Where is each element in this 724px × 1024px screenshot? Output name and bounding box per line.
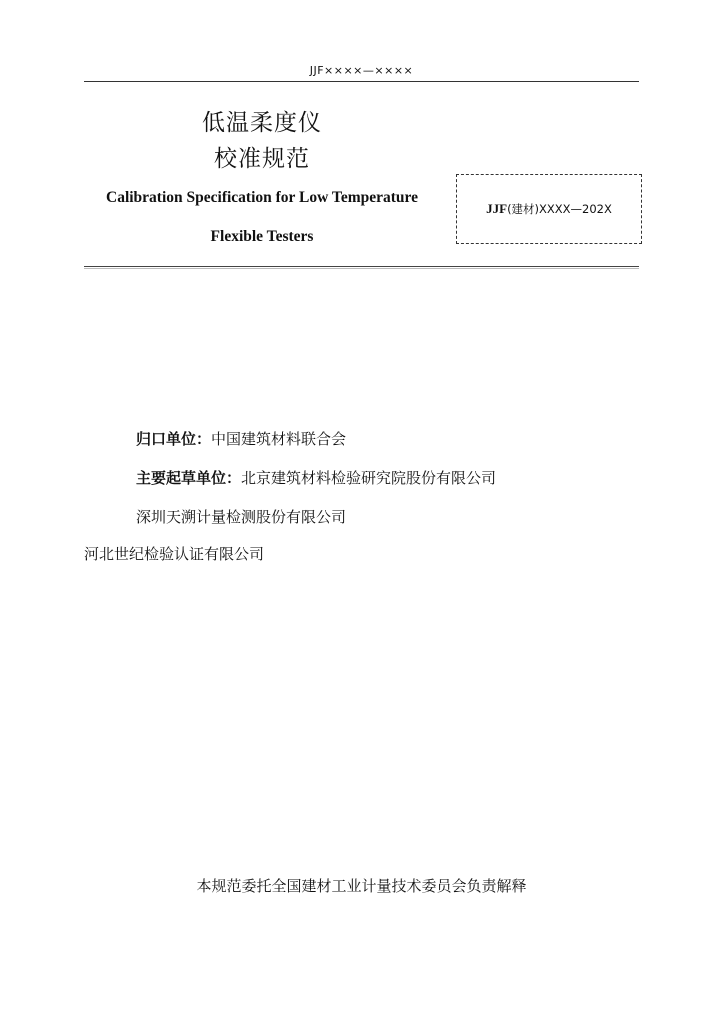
drafting-unit-value: 北京建筑材料检验研究院股份有限公司 bbox=[241, 469, 497, 487]
drafting-unit-line bbox=[136, 468, 496, 488]
code-suffix: (建材)XXXX—202X bbox=[507, 202, 612, 216]
title-separator-rule bbox=[84, 266, 639, 267]
responsible-unit-label: 归口单位： bbox=[136, 430, 212, 448]
specification-code-box bbox=[456, 174, 642, 244]
responsible-unit-value: 中国建筑材料联合会 bbox=[211, 430, 347, 448]
english-title-line-1: Calibration Specification for Low Temperature bbox=[106, 189, 418, 206]
drafting-unit-extra-2: 河北世纪检验认证有限公司 bbox=[84, 545, 265, 563]
title-separator-rule-thin bbox=[84, 268, 639, 269]
drafting-unit-extra-1: 深圳天溯计量检测股份有限公司 bbox=[136, 508, 347, 526]
chinese-title-line-2: 校准规范 bbox=[214, 146, 310, 172]
drafting-unit-label: 主要起草单位： bbox=[136, 469, 242, 487]
interpretation-statement: 本规范委托全国建材工业计量技术委员会负责解释 bbox=[196, 877, 527, 895]
responsible-unit-line bbox=[136, 429, 346, 449]
header-rule bbox=[84, 81, 639, 82]
english-title-line-2: Flexible Testers bbox=[210, 228, 314, 245]
running-header: JJF××××—×××× bbox=[309, 64, 414, 77]
chinese-title-line-1: 低温柔度仪 bbox=[202, 110, 322, 136]
code-prefix: JJF bbox=[486, 201, 508, 216]
